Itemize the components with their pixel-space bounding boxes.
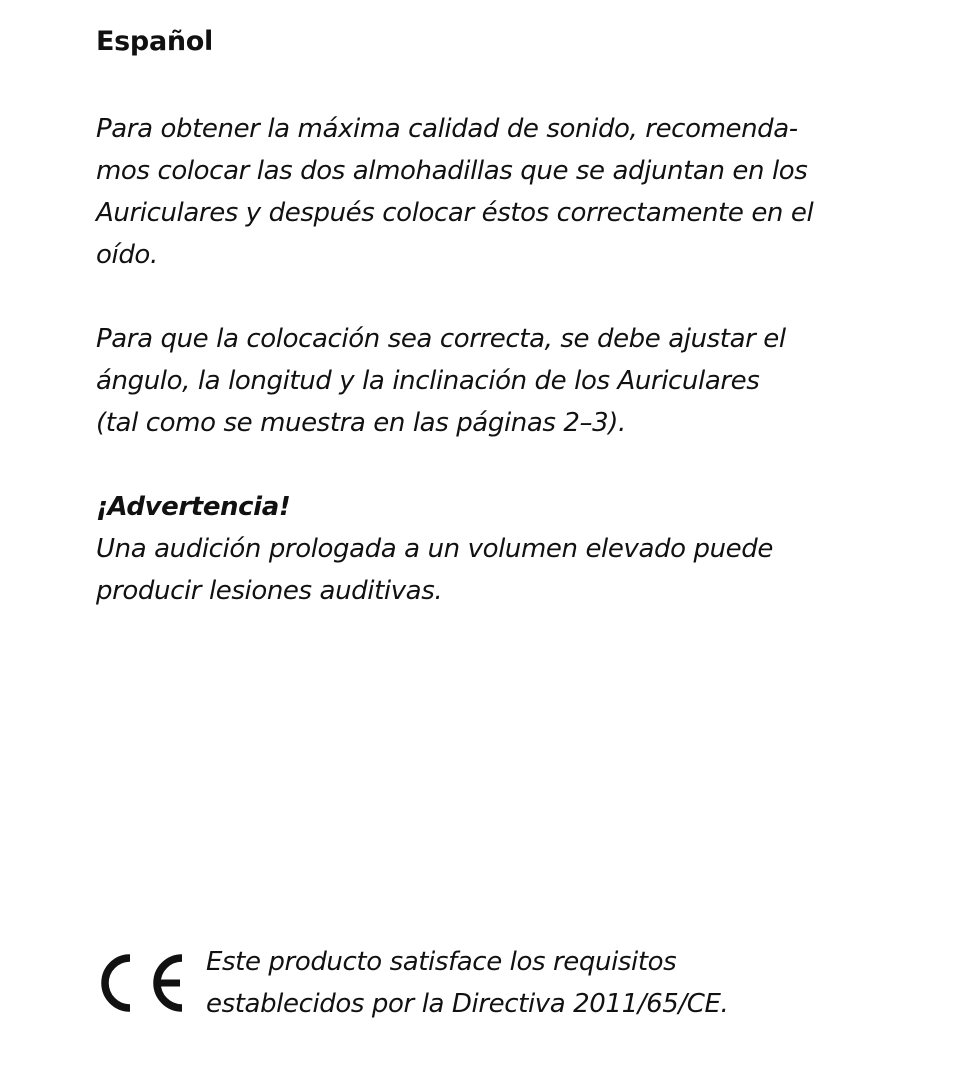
text-line: Para que la colocación sea correcta, se debe ajustar el bbox=[96, 324, 786, 354]
text-line: ángulo, la longitud y la inclinación de los Auriculares bbox=[96, 366, 760, 396]
warning-title: ¡Advertencia! bbox=[96, 492, 291, 522]
text-line: Para obtener la máxima calidad de sonido, recomenda- bbox=[96, 114, 798, 144]
warning-paragraph bbox=[96, 528, 773, 612]
section-heading: Español bbox=[96, 26, 213, 57]
ce-mark-icon bbox=[96, 952, 186, 1014]
text-line: Una audición prologada a un volumen elevado puede bbox=[96, 534, 773, 564]
text-line: establecidos por la Directiva 2011/65/CE. bbox=[206, 989, 729, 1019]
fitting-instructions-paragraph bbox=[96, 108, 813, 276]
compliance-statement bbox=[206, 941, 728, 1025]
text-line: oído. bbox=[96, 240, 158, 270]
text-line: Este producto satisface los requisitos bbox=[206, 947, 677, 977]
text-line: mos colocar las dos almohadillas que se adjuntan en los bbox=[96, 156, 808, 186]
text-line: Auriculares y después colocar éstos correctamente en el bbox=[96, 198, 814, 228]
text-line: (tal como se muestra en las páginas 2–3). bbox=[96, 408, 626, 438]
text-line: producir lesiones auditivas. bbox=[96, 576, 443, 606]
adjustment-paragraph bbox=[96, 318, 786, 444]
